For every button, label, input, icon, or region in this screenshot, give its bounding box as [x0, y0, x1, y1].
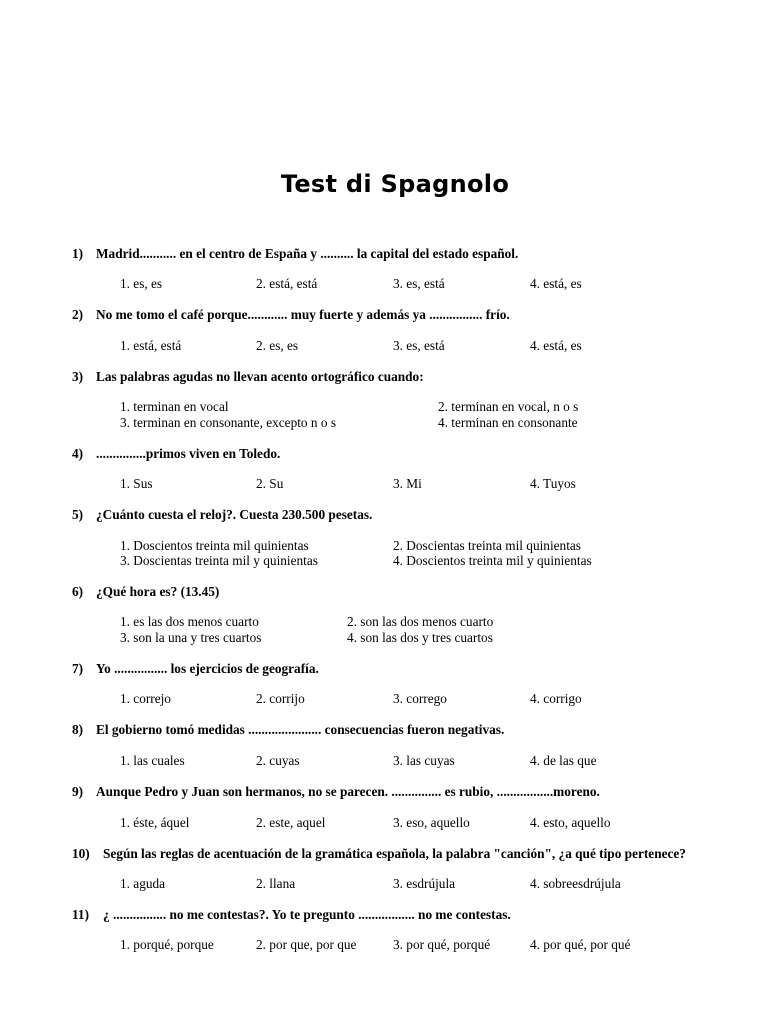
question-text: No me tomo el café porque............ muy fuerte y además ya ................ frío.: [96, 307, 510, 322]
option-2: 2. Su: [256, 476, 284, 491]
option-4: 4. corrigo: [530, 691, 582, 706]
option-3: 3. las cuyas: [393, 753, 455, 768]
question-text: Aunque Pedro y Juan son hermanos, no se parecen. ............... es rubio, .................moreno.: [96, 784, 600, 799]
question-text: El gobierno tomó medidas ...................... consecuencias fueron negativas.: [96, 722, 505, 737]
option-2: 2. cuyas: [256, 753, 300, 768]
option-2: 2. llana: [256, 876, 296, 891]
question-text: ¿Cuánto cuesta el reloj?. Cuesta 230.500 pesetas.: [96, 507, 373, 522]
question-number: 4): [72, 446, 84, 461]
page-title: Test di Spagnolo: [280, 170, 510, 198]
question-text: ...............primos viven en Toledo.: [96, 446, 281, 461]
option-2: 2. corrijo: [256, 691, 305, 706]
question-text: Yo ................ los ejercicios de geografía.: [96, 661, 319, 676]
option-4: 4. está, es: [530, 338, 582, 353]
option-4: 4. sobreesdrújula: [530, 876, 621, 891]
question-number: 1): [72, 246, 84, 261]
question-8: [72, 722, 752, 738]
option-2: 2. es, es: [256, 338, 299, 353]
question-number: 3): [72, 369, 84, 384]
question-text: ¿ ................ no me contestas?. Yo te pregunto ................. no me contestas.: [103, 907, 511, 922]
option-4: 4. de las que: [530, 753, 597, 768]
option-1: 1. porqué, porque: [120, 937, 214, 952]
option-2: 2. está, está: [256, 276, 318, 291]
question-text: Madrid........... en el centro de España y .......... la capital del estado español.: [96, 246, 519, 261]
option-3: 3. corrego: [393, 691, 447, 706]
option-1: 1. terminan en vocal: [120, 399, 229, 414]
option-3: 3. terminan en consonante, excepto n o s: [120, 415, 337, 430]
question-10: [72, 846, 752, 862]
question-number: 8): [72, 722, 84, 737]
option-1: 1. aguda: [120, 876, 166, 891]
question-text: Las palabras agudas no llevan acento ortográfico cuando:: [96, 369, 424, 384]
option-4: 4. está, es: [530, 276, 582, 291]
question-11: [72, 907, 752, 923]
question-2: [72, 307, 752, 323]
question-number: 2): [72, 307, 84, 322]
option-3: 3. es, está: [393, 338, 445, 353]
question-1: [72, 246, 752, 262]
question-9: [72, 784, 752, 800]
question-number: 10): [72, 846, 90, 861]
option-2: 2. este, aquel: [256, 815, 326, 830]
option-3: 3. eso, aquello: [393, 815, 470, 830]
option-3: 3. son la una y tres cuartos: [120, 630, 262, 645]
question-3: [72, 369, 752, 385]
option-1: 1. las cuales: [120, 753, 185, 768]
question-number: 9): [72, 784, 84, 799]
option-4: 4. terminan en consonante: [438, 415, 578, 430]
option-1: 1. es las dos menos cuarto: [120, 614, 259, 629]
option-2: 2. terminan en vocal, n o s: [438, 399, 579, 414]
option-4: 4. Doscientos treinta mil y quinientas: [393, 553, 592, 568]
option-4: 4. Tuyos: [530, 476, 576, 491]
option-2: 2. Doscientas treinta mil quinientas: [393, 538, 581, 553]
question-4: [72, 446, 752, 462]
option-1: 1. Sus: [120, 476, 153, 491]
option-1: 1. Doscientos treinta mil quinientas: [120, 538, 309, 553]
question-text: Según las reglas de acentuación de la gramática española, la palabra "canción", ¿a qué tipo pertenece?: [103, 846, 686, 861]
question-5: [72, 507, 752, 523]
option-2: 2. son las dos menos cuarto: [347, 614, 494, 629]
option-1: 1. es, es: [120, 276, 163, 291]
question-6: [72, 584, 752, 600]
option-2: 2. por que, por que: [256, 937, 357, 952]
option-3: 3. esdrújula: [393, 876, 456, 891]
option-4: 4. son las dos y tres cuartos: [347, 630, 493, 645]
question-number: 6): [72, 584, 84, 599]
option-1: 1. éste, áquel: [120, 815, 190, 830]
question-number: 11): [72, 907, 89, 922]
option-3: 3. Mi: [393, 476, 422, 491]
question-number: 5): [72, 507, 84, 522]
question-7: [72, 661, 752, 677]
option-4: 4. esto, aquello: [530, 815, 611, 830]
option-4: 4. por qué, por qué: [530, 937, 631, 952]
option-1: 1. está, está: [120, 338, 182, 353]
option-1: 1. correjo: [120, 691, 171, 706]
question-text: ¿Qué hora es? (13.45): [96, 584, 220, 599]
option-3: 3. es, está: [393, 276, 445, 291]
option-3: 3. Doscientas treinta mil y quinientas: [120, 553, 318, 568]
question-number: 7): [72, 661, 84, 676]
option-3: 3. por qué, porqué: [393, 937, 491, 952]
